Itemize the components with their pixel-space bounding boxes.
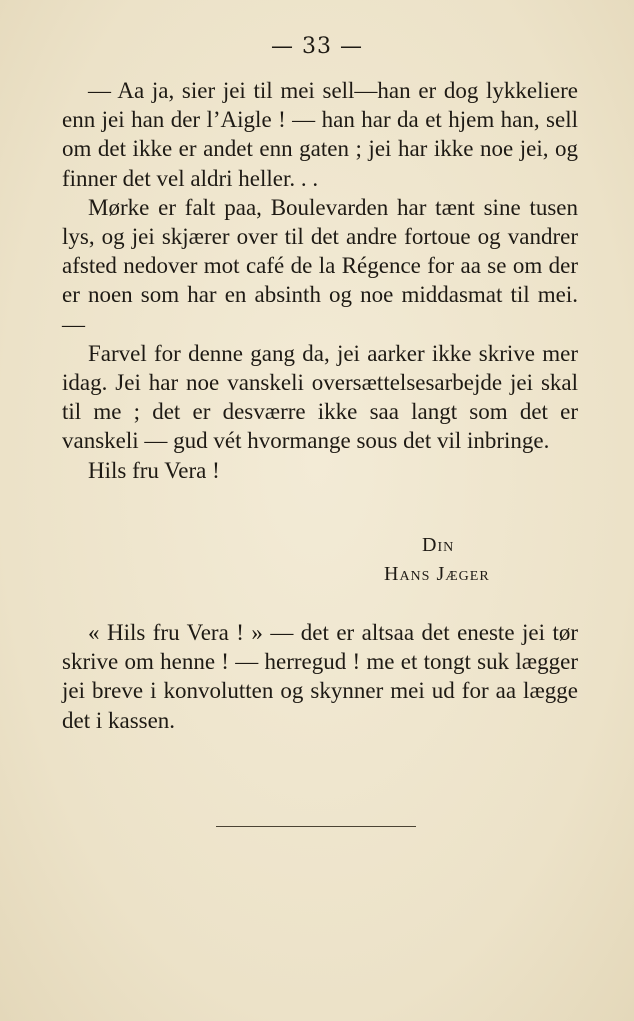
paragraph-3: Farvel for denne gang da, jei aarker ikke skrive mer idag. Jei har noe vanskeli oversættelsesarbejde jei skal til me ; det er desværre ikke saa langt som det er vanskeli — gud vét hvormange sous det vil inbringe. [62, 340, 578, 454]
signature-name: Hans Jæger [384, 563, 490, 585]
greeting-line: Hils fru Vera ! [88, 457, 220, 483]
paragraph-4: « Hils fru Vera ! » — det er altsaa det eneste jei tør skrive om henne ! — herregud ! me et tongt suk lægger jei breve i konvolutten og skynner mei ud for aa lægge det i kassen. [62, 620, 578, 733]
paragraph-2: Mørke er falt paa, Boulevarden har tænt sine tusen lys, og jei skjærer over til det andre fortoue og vandrer afsted nedover mot café de la Régence for aa se om der er noen som har en absinth og noe middasmat til mei. — [62, 194, 578, 337]
page-number: — 33 — [271, 34, 363, 59]
letter-body [62, 76, 578, 485]
narrative-body [62, 618, 578, 735]
section-divider-rule [216, 826, 416, 827]
paragraph-1: — Aa ja, sier jei til mei sell—han er dog lykkeliere enn jei han der l’Aigle ! — han har da et hjem han, sell om det ikke er andet enn gaten ; jei har ikke noe jei, og finner det vel aldri heller. . . [62, 78, 578, 191]
signature-closing: Din [422, 534, 455, 556]
